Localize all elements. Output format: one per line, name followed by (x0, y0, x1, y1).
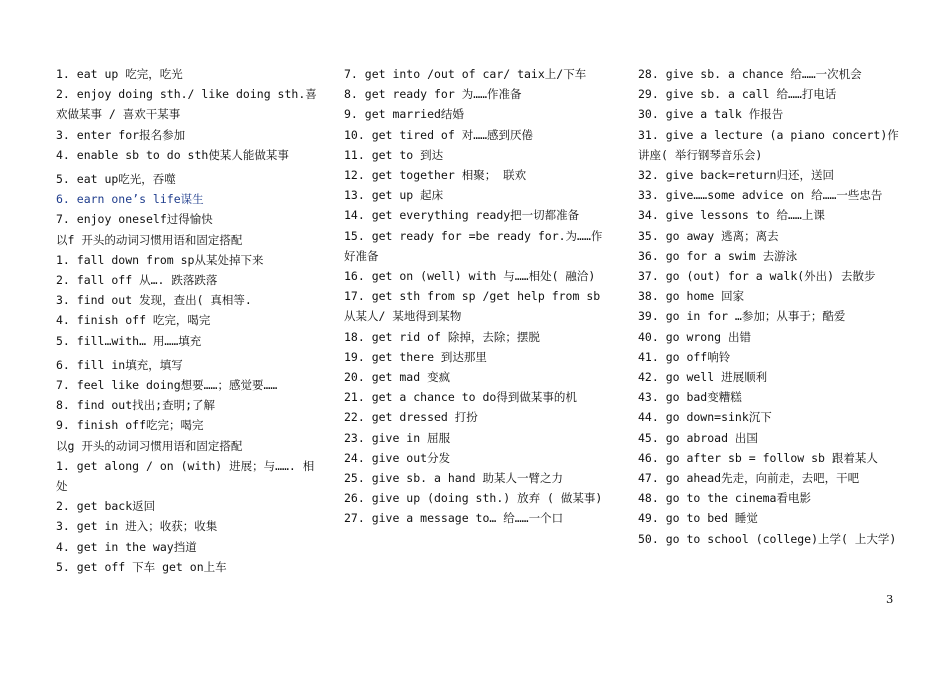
column-left (56, 64, 318, 577)
phrase-line: 5. eat up吃光，吞噬 (56, 172, 176, 187)
phrase-line: 12. get together 相聚； 联欢 (344, 168, 527, 183)
phrase-line: 8. get ready for 为……作准备 (344, 87, 522, 102)
phrase-line: 4. finish off 吃完，喝完 (56, 313, 211, 328)
phrase-line: 10. get tired of 对……感到厌倦 (344, 127, 534, 142)
phrase-line: 25. give sb. a hand 助某人一臂之力 (344, 471, 563, 486)
phrase-line: 2. get back返回 (56, 499, 156, 514)
phrase-line: 17. get sth from sp /get help from sb 从某人/ 某地得到某物 (344, 289, 601, 324)
phrase-line: 6. fill in填充，填写 (56, 357, 183, 372)
phrase-line: 45. go abroad 出国 (638, 430, 758, 445)
phrase-line: 14. get everything ready把一切都准备 (344, 208, 580, 223)
phrase-line: 33. give……some advice on 给……一些忠告 (638, 188, 883, 203)
phrase-line: 29. give sb. a call 给……打电话 (638, 87, 837, 102)
phrase-line: 15. get ready for =be ready for.为……作好准备 (344, 228, 603, 263)
phrase-line: 1. get along / on (with) 进展；与……. 相处 (56, 458, 315, 494)
phrase-line: 46. go after sb = follow sb 跟着某人 (638, 450, 878, 465)
phrase-line: 4. enable sb to do sth使某人能做某事 (56, 147, 289, 162)
phrase-line: 40. go wrong 出错 (638, 329, 752, 344)
phrase-line: 7. feel like doing想要……；感觉要…… (56, 378, 278, 393)
phrase-line: 30. give a talk 作报告 (638, 107, 784, 122)
phrase-line: 22. get dressed 打扮 (344, 410, 478, 425)
phrase-line: 28. give sb. a chance 给……一次机会 (638, 67, 862, 81)
phrase-line: 以f 开头的动词习惯用语和固定搭配 (56, 232, 243, 247)
phrase-line: 13. get up 起床 (344, 188, 444, 203)
phrase-line: 6. earn one’s life谋生 (56, 192, 204, 207)
phrase-line: 5. fill…with… 用……填充 (56, 333, 202, 348)
phrase-line: 3. find out 发现，查出( 真相等. (56, 293, 252, 308)
phrase-line: 31. give a lecture (a piano concert)作讲座( 举行钢琴音乐会) (638, 127, 899, 162)
phrase-line: 9. finish off吃完；喝完 (56, 418, 204, 433)
column-right (638, 64, 900, 549)
phrase-line: 2. fall off 从…. 跌落跌落 (56, 273, 218, 288)
phrase-line: 1. eat up 吃完，吃光 (56, 67, 183, 81)
phrase-line: 23. give in 屈服 (344, 430, 451, 445)
phrase-line: 9. get married结婚 (344, 107, 464, 122)
phrase-line: 19. get there 到达那里 (344, 349, 487, 364)
phrase-line: 50. go to school (college)上学( 上大学) (638, 531, 897, 546)
phrase-line: 1. fall down from sp从某处掉下来 (56, 252, 264, 267)
phrase-line: 37. go (out) for a walk(外出) 去散步 (638, 269, 876, 284)
phrase-line: 3. get in 进入；收获；收集 (56, 519, 218, 534)
phrase-line: 4. get in the way挡道 (56, 539, 197, 554)
phrase-line: 47. go ahead先走，向前走，去吧，干吧 (638, 471, 860, 486)
phrase-line: 21. get a chance to do得到做某事的机 (344, 390, 577, 405)
phrase-line: 11. get to 到达 (344, 147, 444, 162)
phrase-line: 20. get mad 变疯 (344, 370, 451, 385)
phrase-line: 43. go bad变糟糕 (638, 390, 742, 405)
phrase-line: 39. go in for …参加；从事于；酷爱 (638, 309, 846, 324)
phrase-line: 18. get rid of 除掉，去除；摆脱 (344, 329, 540, 344)
phrase-line: 36. go for a swim 去游泳 (638, 248, 798, 263)
phrase-line: 35. go away 逃离；离去 (638, 228, 779, 243)
phrase-line: 32. give back=return归还，送回 (638, 168, 834, 183)
phrase-line: 16. get on (well) with 与……相处( 融洽) (344, 269, 596, 284)
phrase-line: 44. go down=sink沉下 (638, 410, 772, 425)
column-middle (344, 64, 606, 529)
phrase-line: 48. go to the cinema看电影 (638, 491, 811, 506)
phrase-line: 以g 开头的动词习惯用语和固定搭配 (56, 438, 243, 453)
page-number: 3 (886, 592, 894, 606)
phrase-line: 7. enjoy oneself过得愉快 (56, 212, 213, 227)
phrase-line: 27. give a message to… 给……一个口 (344, 511, 564, 526)
phrase-line: 34. give lessons to 给……上课 (638, 208, 825, 223)
phrase-line: 26. give up (doing sth.) 放弃 ( 做某事) (344, 491, 603, 506)
phrase-line: 38. go home 回家 (638, 289, 745, 304)
phrase-line: 24. give out分发 (344, 450, 451, 465)
phrase-line: 5. get off 下车 get on上车 (56, 559, 227, 574)
phrase-line: 7. get into /out of car/ taix上/下车 (344, 67, 587, 81)
phrase-line: 42. go well 进展顺利 (638, 370, 768, 385)
phrase-line: 49. go to bed 睡觉 (638, 511, 758, 526)
phrase-line: 3. enter for报名参加 (56, 127, 186, 142)
phrase-line: 8. find out找出;查明;了解 (56, 398, 216, 413)
phrase-line: 41. go off响铃 (638, 349, 731, 364)
phrase-line: 2. enjoy doing sth./ like doing sth.喜欢做某事 / 喜欢干某事 (56, 87, 317, 122)
